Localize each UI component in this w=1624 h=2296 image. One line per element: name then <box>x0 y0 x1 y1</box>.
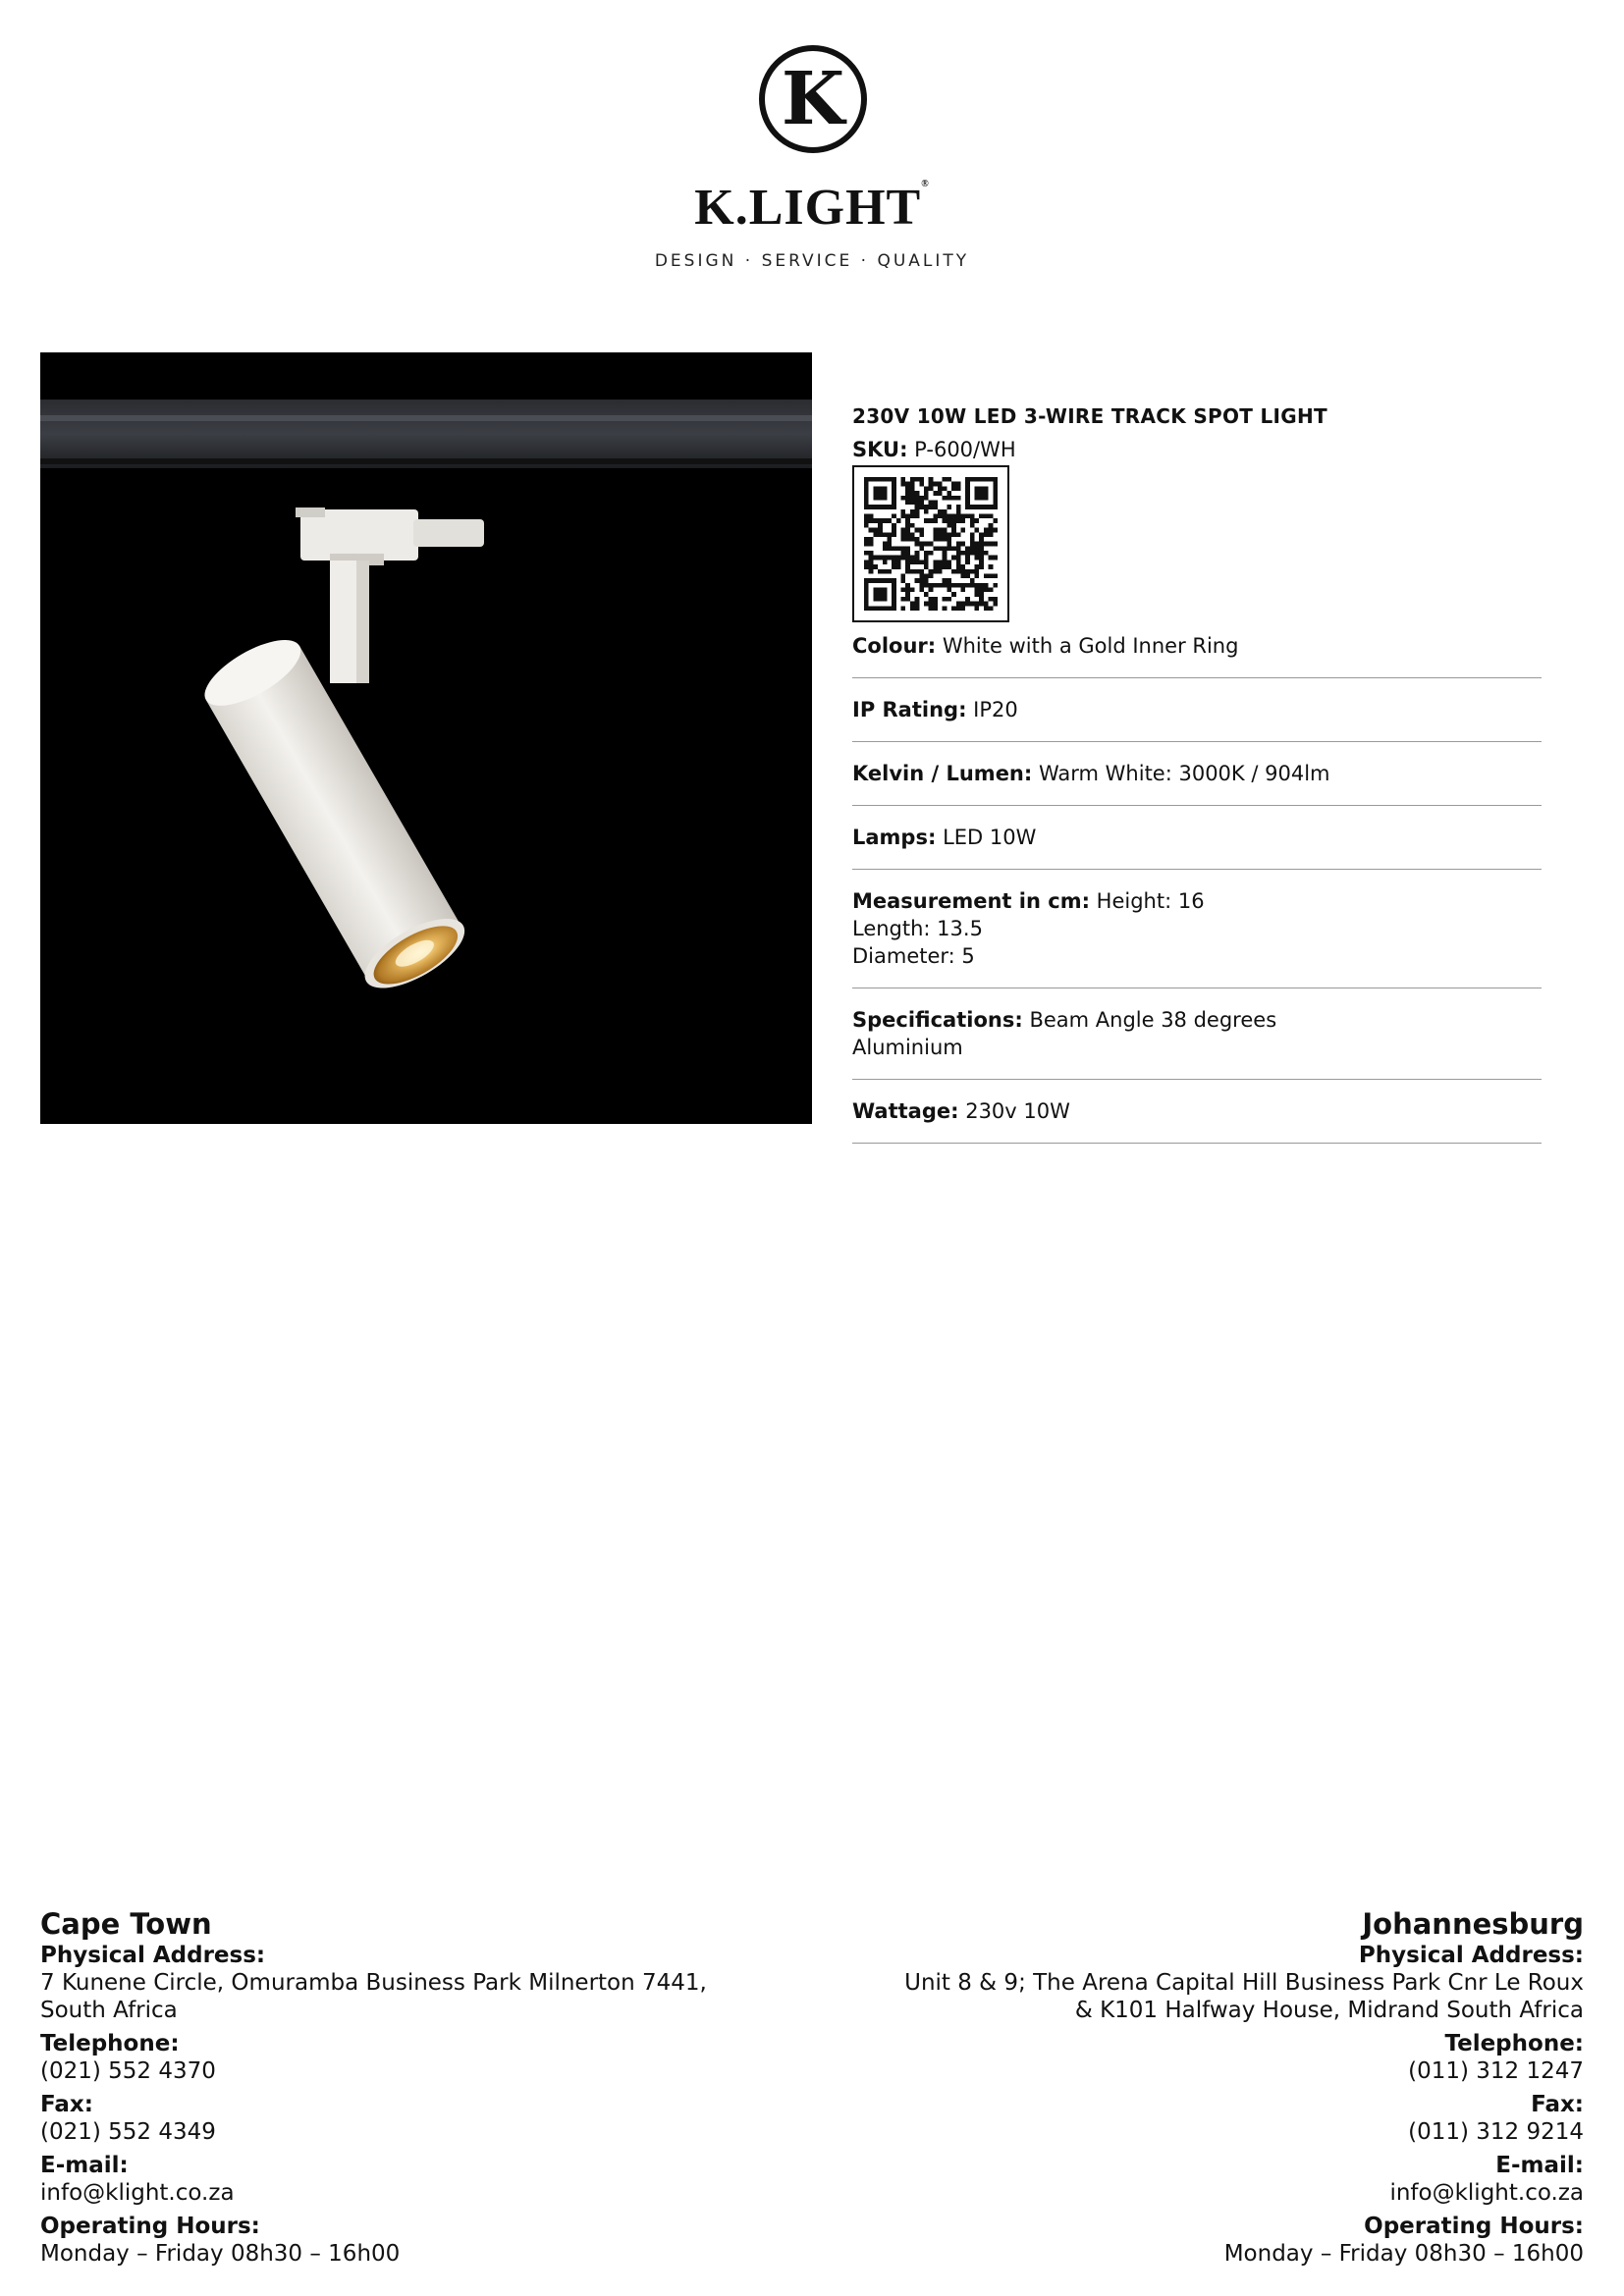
brand-tagline: DESIGN · SERVICE · QUALITY <box>654 251 970 271</box>
telephone-value: (021) 552 4370 <box>40 2058 216 2084</box>
brand-name-text: K.LIGHT <box>694 180 922 236</box>
fax-label: Fax: <box>1531 2092 1584 2117</box>
spec-label: Specifications: <box>852 1008 1023 1032</box>
spec-label: Kelvin / Lumen: <box>852 762 1033 785</box>
telephone-label: Telephone: <box>1444 2031 1584 2056</box>
fax-label: Fax: <box>40 2092 93 2117</box>
spec-row-lamps <box>852 806 1542 870</box>
track-spot-light-image <box>40 352 812 1124</box>
brand-name <box>0 179 1624 237</box>
spec-label: Measurement in cm: <box>852 889 1090 913</box>
product-photo <box>40 352 812 1124</box>
address-label: Physical Address: <box>1358 1943 1584 1968</box>
fax-value: (021) 552 4349 <box>40 2119 216 2145</box>
hours-value: Monday – Friday 08h30 – 16h00 <box>40 2241 401 2267</box>
telephone-value: (011) 312 1247 <box>1408 2058 1584 2084</box>
sku-value: P-600/WH <box>914 438 1016 461</box>
spec-value: IP20 <box>973 698 1018 721</box>
spec-label: Colour: <box>852 634 937 658</box>
spec-value: Beam Angle 38 degrees <box>1029 1008 1277 1032</box>
telephone-label: Telephone: <box>40 2031 180 2056</box>
office-city: Cape Town <box>40 1907 212 1941</box>
email-label: E-mail: <box>1495 2153 1584 2178</box>
spec-row-ip-rating <box>852 678 1542 742</box>
spec-row-specifications <box>852 988 1542 1080</box>
spec-value: 230v 10W <box>965 1099 1070 1123</box>
spec-row-kelvin-lumen <box>852 742 1542 806</box>
address-line: South Africa <box>40 1998 178 2023</box>
hours-label: Operating Hours: <box>1364 2214 1584 2239</box>
email-value: info@klight.co.za <box>40 2180 235 2206</box>
email-value: info@klight.co.za <box>1389 2180 1584 2206</box>
spec-label: Lamps: <box>852 826 937 849</box>
office-cape-town <box>40 1906 806 2268</box>
spec-value: Height: 16 <box>1096 889 1205 913</box>
logo-emblem <box>759 45 867 153</box>
hours-value: Monday – Friday 08h30 – 16h00 <box>1223 2241 1584 2267</box>
spec-row-wattage <box>852 1080 1542 1144</box>
registered-mark: ® <box>921 179 930 189</box>
spec-value: LED 10W <box>943 826 1037 849</box>
qr-code-icon <box>864 477 998 611</box>
email-label: E-mail: <box>40 2153 129 2178</box>
office-johannesburg <box>818 1906 1584 2268</box>
spec-label: IP Rating: <box>852 698 967 721</box>
fax-value: (011) 312 9214 <box>1408 2119 1584 2145</box>
spec-value: Diameter: 5 <box>852 944 975 968</box>
brand-logo <box>0 0 1624 285</box>
office-city: Johannesburg <box>1362 1907 1584 1941</box>
address-line: 7 Kunene Circle, Omuramba Business Park Milnerton 7441, <box>40 1970 707 1996</box>
address-line: & K101 Halfway House, Midrand South Africa <box>1074 1998 1584 2023</box>
spec-row-colour <box>852 626 1542 678</box>
spec-value: Aluminium <box>852 1036 963 1059</box>
qr-code <box>852 465 1009 622</box>
sku-line <box>852 438 1542 461</box>
product-spec-panel <box>852 404 1542 1144</box>
address-label: Physical Address: <box>40 1943 266 1968</box>
spec-value: Warm White: 3000K / 904lm <box>1038 762 1330 785</box>
product-title: 230V 10W LED 3-WIRE TRACK SPOT LIGHT <box>852 404 1327 428</box>
spec-value: White with a Gold Inner Ring <box>942 634 1239 658</box>
sku-label: SKU: <box>852 438 908 461</box>
hours-label: Operating Hours: <box>40 2214 260 2239</box>
logo-letter: K <box>781 57 845 141</box>
spec-row-measurement <box>852 870 1542 988</box>
spec-value: Length: 13.5 <box>852 917 983 940</box>
address-line: Unit 8 & 9; The Arena Capital Hill Business Park Cnr Le Roux <box>904 1970 1584 1996</box>
spec-label: Wattage: <box>852 1099 959 1123</box>
